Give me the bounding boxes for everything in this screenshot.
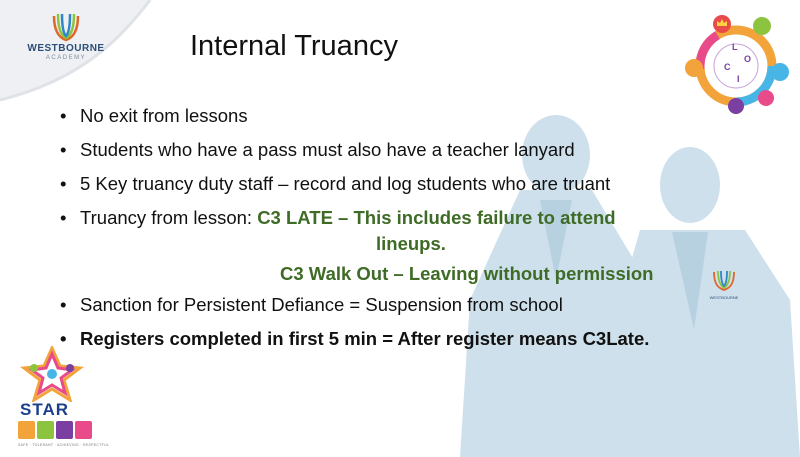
loci-letter-i: I <box>737 74 740 84</box>
bullet-item-sanction: • Sanction for Persistent Defiance = Suspension from school <box>58 292 738 318</box>
school-subtitle: ACADEMY <box>45 55 87 61</box>
c3-late-text: C3 LATE – This includes failure to attend <box>257 207 616 228</box>
badge-name: WESTBOURNE <box>709 295 739 300</box>
star-people-logo <box>14 346 94 402</box>
loci-wheel-logo <box>682 12 790 114</box>
loci-letter-c: C <box>724 62 731 72</box>
bullet-list-lower <box>58 292 738 360</box>
truancy-prefix: Truancy from lesson: <box>80 207 258 228</box>
westbourne-crest-icon <box>46 12 86 42</box>
speech-icon <box>685 59 703 77</box>
bullet-item-truancy <box>58 205 738 231</box>
puzzle-icon <box>753 17 771 35</box>
heart-icon <box>758 90 774 106</box>
school-name: WESTBOURNE <box>27 43 105 54</box>
star-wordmark: STAR <box>20 400 70 419</box>
slide-title: Internal Truancy <box>190 30 398 62</box>
star-value-tiles <box>18 421 94 441</box>
bullet-item-registers: • Registers completed in first 5 min = After register means C3Late. <box>58 326 738 352</box>
person-icon <box>771 63 789 81</box>
loci-letter-l: L <box>732 42 738 52</box>
star-tagline: SAFE · TOLERANT · ACHIEVING · RESPECTFUL <box>18 443 110 447</box>
loci-letter-o: O <box>744 54 752 64</box>
bullet-item: • No exit from lessons <box>58 103 738 129</box>
c3-walkout-text: C3 Walk Out – Leaving without permission <box>280 263 654 284</box>
westbourne-badge-icon <box>706 268 742 304</box>
westbourne-logo <box>16 12 116 72</box>
c3-late-continuation: lineups. <box>376 233 446 254</box>
bullet-list <box>58 103 738 239</box>
bullet-item: • 5 Key truancy duty staff – record and log students who are truant <box>58 171 738 197</box>
bullet-item: • Students who have a pass must also have a teacher lanyard <box>58 137 738 163</box>
